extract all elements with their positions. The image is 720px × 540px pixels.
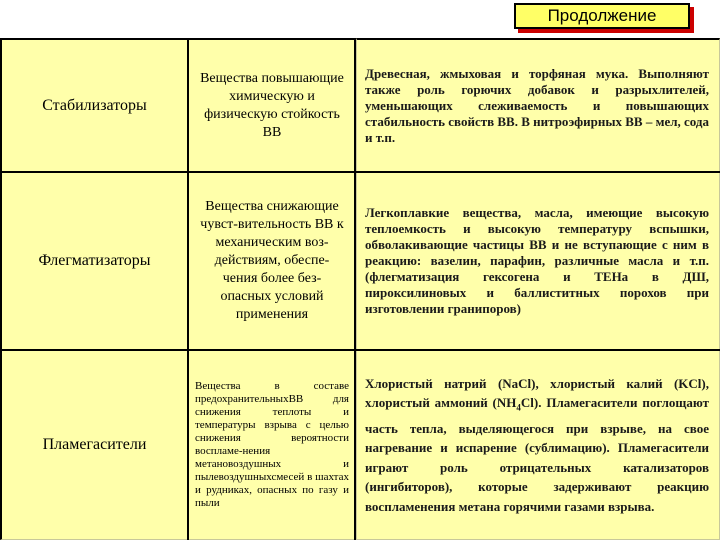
row1-purpose-cell bbox=[188, 38, 356, 172]
row3-examples-part2: Cl). Пламегасители поглощают часть тепла, выделяющегося при взрыве, на свое нагревание и испарение (сублимацию). Пламегасители играют роль отрицательных катализаторов (ингибиторов), которые задерживают реакцию воспламенения метана горячими газами взрыва. bbox=[365, 395, 709, 514]
divider-col1 bbox=[187, 38, 189, 540]
row2-examples: Легкоплавкие вещества, масла, имеющие высокую теплоемкость и высокую температуру вспышки, обволакивающие частицы ВВ и не вступающие с ним в реакцию: вазелин, парафин, различные масла и т.п. (флегматизация гексогена и ТЕНа в ДШ, пироксилиновых и баллиститных порохов при изготовлении гранипоров) bbox=[365, 205, 709, 316]
row3-purpose: Вещества в составе предохранительныхВВ для снижения теплоты и температуры взрыва с целью снижения вероятности воспламе-нения метановоздушных и пылевоздушныхсмесей в шахтах и рудниках, опасных по газу и пыли bbox=[195, 380, 349, 509]
divider-row1 bbox=[0, 171, 720, 173]
row2-name: Флегматизаторы bbox=[38, 252, 151, 269]
divider-row2 bbox=[0, 349, 720, 351]
row3-name: Пламегасители bbox=[42, 436, 147, 453]
row3-examples-cell bbox=[356, 350, 720, 540]
continuation-banner: Продолжение bbox=[514, 3, 690, 29]
row3-examples-part1: Хлористый натрий (NaCl), хлористый калий (KCl), хлористый аммоний (NH bbox=[365, 375, 709, 411]
divider-col2 bbox=[354, 38, 356, 540]
row1-name-cell bbox=[0, 38, 188, 172]
row1-name: Стабилизаторы bbox=[42, 96, 147, 114]
row1-purpose: Вещества повышающие химическую и физическую стойкость ВВ bbox=[200, 70, 344, 140]
row3-name-cell bbox=[0, 350, 188, 540]
row2-examples-cell bbox=[356, 172, 720, 350]
additives-table bbox=[0, 38, 720, 540]
row3-examples-subscript: 4 bbox=[516, 403, 521, 414]
row1-examples: Древесная, жмыховая и торфяная мука. Выполняют также роль горючих добавок и разрыхлителей, уменьшающих слеживаемость и повышающих стабильность свойств ВВ. В нитроэфирных ВВ – мел, сода и т.п. bbox=[365, 65, 709, 145]
row3-purpose-cell bbox=[188, 350, 356, 540]
row1-examples-cell bbox=[356, 38, 720, 172]
row3-examples bbox=[365, 374, 709, 516]
row2-purpose: Вещества снижающие чувст-вительность ВВ к механическим воз-действиям, обеспе-чения более без-опасных условий применения bbox=[200, 199, 344, 322]
row2-purpose-cell bbox=[188, 172, 356, 350]
row2-name-cell bbox=[0, 172, 188, 350]
